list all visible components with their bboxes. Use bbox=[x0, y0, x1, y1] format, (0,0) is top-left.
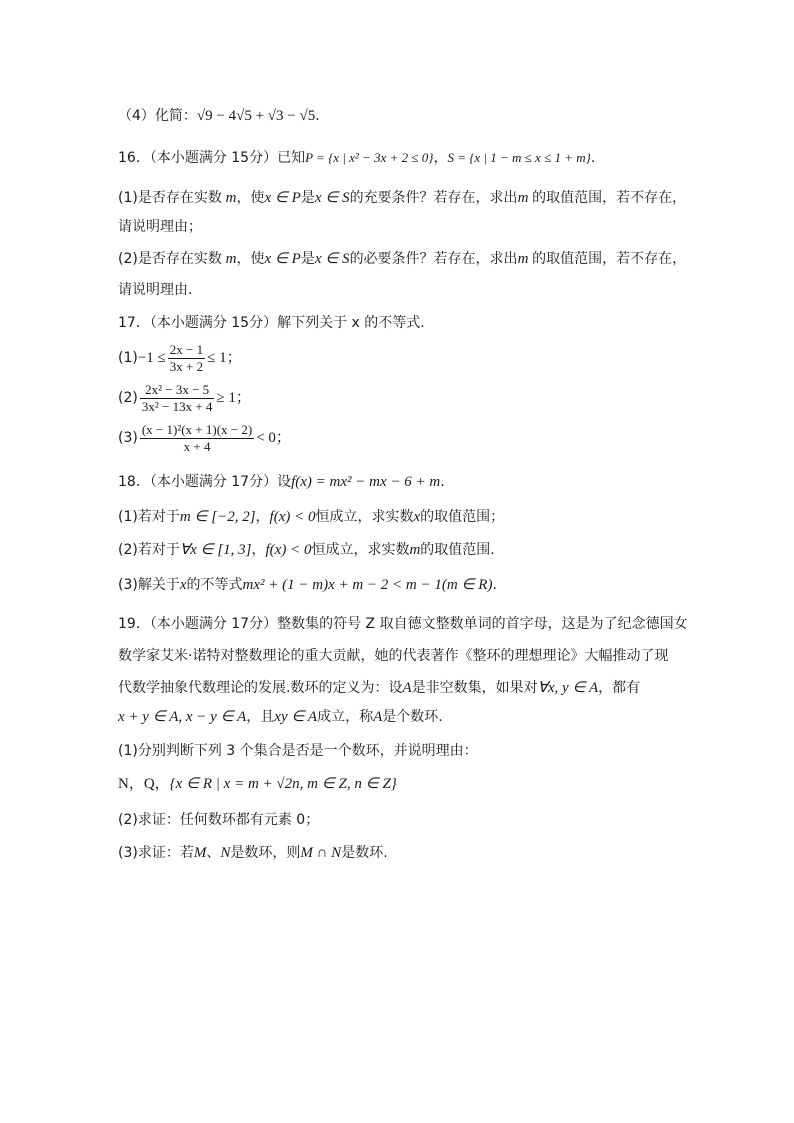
q19-line3-a: 代数学抽象代数理论的发展.数环的定义为：设 bbox=[118, 680, 403, 696]
q18-part2-c: ， bbox=[251, 542, 266, 558]
q19-line4-f: 是个数环. bbox=[382, 709, 443, 725]
q17-part1-denominator: 3x + 2 bbox=[169, 358, 204, 374]
q17-part1-right: ≤ 1； bbox=[207, 350, 242, 366]
q19-part3-d: N bbox=[220, 845, 231, 861]
q16-part1-text-a: (1)是否存在实数 bbox=[118, 190, 222, 206]
q18-part1-c: ， bbox=[255, 509, 270, 525]
q15-part4-end: . bbox=[315, 108, 320, 124]
q16-part1-text-c: 是 bbox=[300, 190, 315, 206]
q18-part2-a: (2)若对于 bbox=[118, 542, 180, 558]
q17-part1-left: −1 ≤ bbox=[137, 350, 166, 366]
q16-part1-text-e: 的取值范围，若不存在， bbox=[532, 190, 687, 206]
q16-part2-text-d: 的必要条件？若存在，求出 bbox=[349, 251, 518, 267]
q16-heading bbox=[118, 148, 595, 168]
q19-line4-a: x + y ∈ A, x − y ∈ A bbox=[118, 709, 247, 725]
q18-part1-g: 的取值范围； bbox=[420, 509, 505, 525]
q18-part2-g: 的取值范围. bbox=[420, 542, 495, 558]
q16-part1-text-d: 的充要条件？若存在，求出 bbox=[349, 190, 518, 206]
q18-part3-a: (3)解关于 bbox=[118, 577, 180, 593]
q17-part3 bbox=[118, 420, 291, 456]
q17-part1-label: (1) bbox=[118, 350, 138, 366]
q16-part2-text-c: 是 bbox=[300, 251, 315, 267]
q19-line3 bbox=[118, 678, 640, 698]
q19-line4-d: 成立，称 bbox=[317, 709, 374, 725]
q17-part2-fraction bbox=[140, 382, 215, 415]
q18-part3-b: x bbox=[179, 577, 187, 593]
q15-part4 bbox=[118, 106, 320, 126]
q16-set-p: P = {x | x² − 3x + 2 ≤ 0} bbox=[305, 150, 434, 165]
q19-line3-e: ，都有 bbox=[598, 680, 641, 696]
q17-part3-numerator: (x − 1)²(x + 1)(x − 2) bbox=[141, 421, 253, 437]
q19-line3-b: A bbox=[402, 680, 412, 696]
q19-line4-b: ，且 bbox=[246, 709, 275, 725]
q18-part2 bbox=[118, 540, 495, 560]
q18-part2-d: f(x) < 0 bbox=[265, 542, 312, 558]
q18-part1-d: f(x) < 0 bbox=[269, 509, 316, 525]
q19-part3-f: M ∩ N bbox=[300, 845, 342, 861]
q16-heading-text: 16．（本小题满分 15分）已知 bbox=[118, 150, 306, 166]
q18-part2-e: 恒成立，求实数 bbox=[311, 542, 410, 558]
q18-part3-d: mx² + (1 − m)x + m − 2 < m − 1(m ∈ R) bbox=[242, 577, 493, 593]
q19-line3-d: ∀x, y ∈ A bbox=[537, 680, 599, 696]
q16-part1-text-b: ，使 bbox=[236, 190, 265, 206]
q17-part2 bbox=[118, 380, 251, 416]
q18-part1-e: 恒成立，求实数 bbox=[315, 509, 414, 525]
q17-part3-fraction bbox=[140, 422, 254, 455]
q19-sets bbox=[118, 774, 397, 794]
q17-part2-right: ≥ 1； bbox=[216, 390, 251, 406]
q19-sets-nq: N，Q， bbox=[118, 776, 170, 792]
q17-part3-label: (3) bbox=[118, 430, 138, 446]
q19-part3-g: 是数环. bbox=[341, 845, 388, 861]
q19-part3-e: 是数环，则 bbox=[230, 845, 301, 861]
q16-part1-line1: (1)是否存在实数 m，使x ∈ P是x ∈ S的充要条件？若存在，求出m 的取值范围，若不存在， bbox=[118, 190, 687, 206]
q19-line1: 19．（本小题满分 17分）整数集的符号 Z 取自德文整数单词的首字母，这是为了纪念德国女 bbox=[118, 616, 688, 632]
q18-heading-end: . bbox=[440, 474, 445, 490]
q18-function: f(x) = mx² − mx − 6 + m bbox=[291, 474, 441, 490]
q16-part1-line2: 请说明理由； bbox=[118, 219, 202, 235]
q17-part2-denominator: 3x² − 13x + 4 bbox=[141, 398, 213, 414]
q15-part4-expression: √9 − 4√5 + √3 − √5 bbox=[196, 108, 316, 124]
q17-part2-numerator: 2x² − 3x − 5 bbox=[140, 382, 215, 399]
q19-part3-b: M bbox=[193, 845, 207, 861]
q16-part2-line1: (2)是否存在实数 m，使x ∈ P是x ∈ S的必要条件？若存在，求出m 的取值范围，若不存在， bbox=[118, 251, 687, 267]
q17-part1 bbox=[118, 340, 242, 376]
q19-sets-ring: {x ∈ R | x = m + √2n, m ∈ Z, n ∈ Z} bbox=[169, 776, 397, 792]
q18-part1 bbox=[118, 507, 504, 527]
q18-part2-b: ∀x ∈ [1, 3] bbox=[179, 542, 252, 558]
q19-line4-e: A bbox=[373, 709, 383, 725]
q16-part2-line2: 请说明理由. bbox=[118, 282, 193, 298]
q19-part3 bbox=[118, 843, 388, 863]
q16-comma: ， bbox=[433, 150, 448, 166]
q19-part3-c: 、 bbox=[206, 845, 221, 861]
q19-line4-c: xy ∈ A bbox=[274, 709, 318, 725]
q19-line3-c: 是非空数集，如果对 bbox=[411, 680, 538, 696]
q15-part4-prefix: （4）化简： bbox=[118, 108, 197, 124]
q19-part1: (1)分别判断下列 3 个集合是否是一个数环，并说明理由： bbox=[118, 743, 478, 759]
q17-part1-fraction bbox=[168, 342, 205, 375]
q19-line4 bbox=[118, 707, 443, 727]
q18-heading-text: 18．（本小题满分 17分）设 bbox=[118, 474, 292, 490]
q18-part1-f: x bbox=[413, 509, 421, 525]
q16-part2-text-b: ，使 bbox=[236, 251, 265, 267]
q18-heading bbox=[118, 472, 445, 492]
q16-set-s: S = {x | 1 − m ≤ x ≤ 1 + m} bbox=[447, 150, 591, 165]
q19-part2: (2)求证：任何数环都有元素 0； bbox=[118, 812, 320, 828]
q18-part3 bbox=[118, 575, 497, 595]
q18-part1-a: (1)若对于 bbox=[118, 509, 180, 525]
q17-part3-denominator: x + 4 bbox=[183, 438, 211, 454]
q17-part1-numerator: 2x − 1 bbox=[169, 341, 204, 357]
q17-part2-label: (2) bbox=[118, 390, 138, 406]
q19-part3-a: (3)求证：若 bbox=[118, 845, 194, 861]
q16-part2-text-e: 的取值范围，若不存在， bbox=[532, 251, 687, 267]
q19-line2: 数学家艾米·诺特对整数理论的重大贡献，她的代表著作《整环的理想理论》大幅推动了现 bbox=[118, 648, 669, 664]
q17-part3-right: < 0； bbox=[256, 430, 291, 446]
q16-heading-end: . bbox=[590, 150, 596, 166]
q18-part3-c: 的不等式 bbox=[186, 577, 243, 593]
q18-part1-b: m ∈ [−2, 2] bbox=[179, 509, 256, 525]
q17-heading: 17．（本小题满分 15分）解下列关于 x 的不等式. bbox=[118, 315, 425, 331]
q18-part2-f: m bbox=[409, 542, 421, 558]
q16-part2-text-a: (2)是否存在实数 bbox=[118, 251, 222, 267]
q18-part3-e: . bbox=[492, 577, 497, 593]
